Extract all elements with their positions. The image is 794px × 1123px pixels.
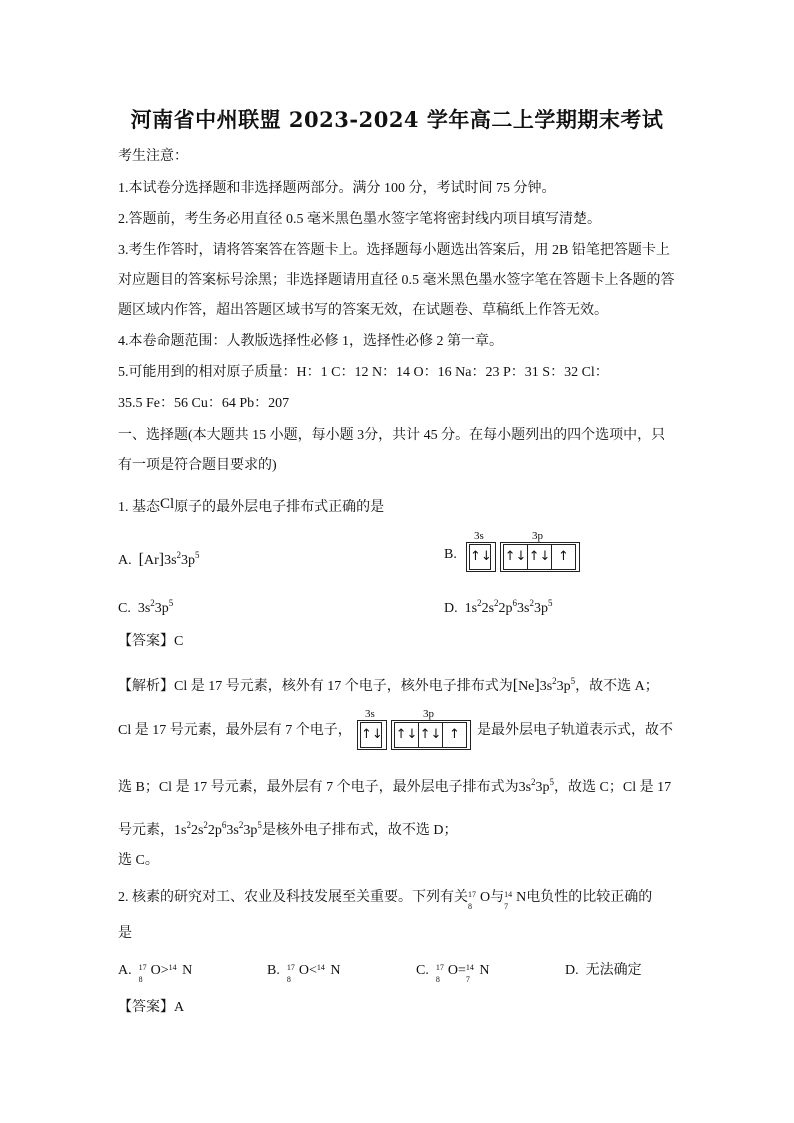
- section-heading-b: 有一项是符合题目要求的): [118, 458, 277, 473]
- orbital-3s-box: ↑↓: [470, 549, 492, 564]
- question-1-number: 1.: [118, 500, 129, 515]
- notice-item-3b: 对应题目的答案标号涂黑；非选择题请用直径 0.5 毫米黑色墨水签字笔在答题卡上各题的答: [118, 273, 675, 288]
- q1-explanation-line-4: 号元素，$1s^22s^22p^63s^23p^5$是核外电子排布式，故不选 D；: [118, 820, 458, 838]
- q1-explanation-line-1: 【解析】Cl 是 17 号元素，核外有 17 个电子，核外电子排布式为$[Ne]3s^23p^5$，故不选 A；: [118, 676, 659, 694]
- orbital-3p-box-2: ↑↓: [528, 545, 552, 569]
- q1-option-a: A. $[Ar]3s^23p^5$: [118, 550, 200, 568]
- notice-item-1: 1.本试卷分选择题和非选择题两部分。满分 100 分，考试时间 75 分钟。: [118, 181, 556, 196]
- notice-item-3a: 3.考生作答时，请将答案答在答题卡上。选择题每小题选出答案后，用 2B 铅笔把答题卡上: [118, 243, 670, 258]
- question-2-number: 2.: [118, 890, 129, 905]
- orbital-3p-label: 3p: [532, 530, 543, 542]
- notice-item-2: 2.答题前，考生务必用直径 0.5 毫米黑色墨水签字笔将密封线内项目填写清楚。: [118, 212, 601, 227]
- orbital-3s-label: 3s: [474, 530, 484, 542]
- q1-explanation-line-2b: 是最外层电子轨道表示式，故不: [477, 723, 673, 738]
- q1-explanation-orbital-diagram: 3s 3p ↑↓ ↑↓ ↑↓ ↑: [357, 708, 477, 752]
- orbital-3p-box-3: ↑: [558, 549, 569, 564]
- q2-option-b: B. 17 8 O< 14 N: [267, 963, 341, 984]
- notice-item-5b: 35.5 Fe：56 Cu：64 Pb：207: [118, 396, 290, 411]
- q2-option-d: D. 无法确定: [565, 963, 642, 978]
- question-2-stem-cont: 是: [118, 926, 132, 941]
- notice-item-5a: 5.可能用到的相对原子质量：H：1 C：12 N：14 O：16 Na：23 P：31 S：32 Cl：: [118, 365, 609, 380]
- question-1-stem: 1. 基态Cl原子的最外层电子排布式正确的是: [118, 496, 385, 515]
- notice-heading: 考生注意：: [118, 149, 188, 164]
- chlorine-symbol: Cl: [160, 496, 175, 512]
- q1-explanation-line-3: 选 B；Cl 是 17 号元素，最外层有 7 个电子，最外层电子排布式为$3s^23p^5$，故选 C；Cl 是 17: [118, 777, 672, 795]
- q1-explanation-line-2a: Cl 是 17 号元素，最外层有 7 个电子，: [118, 723, 352, 738]
- q1-option-c: C. $3s^23p^5$: [118, 598, 174, 616]
- orbital-3p-box-1: ↑↓: [504, 545, 528, 569]
- q1-option-d: D. $1s^22s^22p^63s^23p^5$: [444, 598, 553, 616]
- q1-explanation-line-5: 选 C。: [118, 853, 159, 868]
- q1-option-b-orbital-diagram: [466, 530, 586, 574]
- page-title: 河南省中州联盟 2023-2024 学年高二上学期期末考试: [130, 107, 664, 132]
- q2-answer: 【答案】A: [118, 1000, 185, 1015]
- q2-option-c: C. 17 8 O= 14 7 N: [416, 963, 490, 984]
- q1-answer: 【答案】C: [118, 634, 184, 649]
- q2-option-a: A. 17 8 O> 14 N: [118, 963, 193, 984]
- notice-item-4: 4.本卷命题范围：人教版选择性必修 1，选择性必修 2 第一章。: [118, 334, 503, 349]
- section-heading-a: 一、选择题(本大题共 15 小题，每小题 3分，共计 45 分。在每小题列出的四个选项中，只: [118, 428, 666, 443]
- notice-item-3c: 题区域内作答，超出答题区域书写的答案无效，在试题卷、草稿纸上作答无效。: [118, 303, 608, 318]
- q1-option-b-label: B.: [444, 547, 457, 562]
- question-2-stem: 2. 核素的研究对工、农业及科技发展至关重要。下列有关 17 8 O与 14 7 N电负性的比较正确的: [118, 890, 653, 911]
